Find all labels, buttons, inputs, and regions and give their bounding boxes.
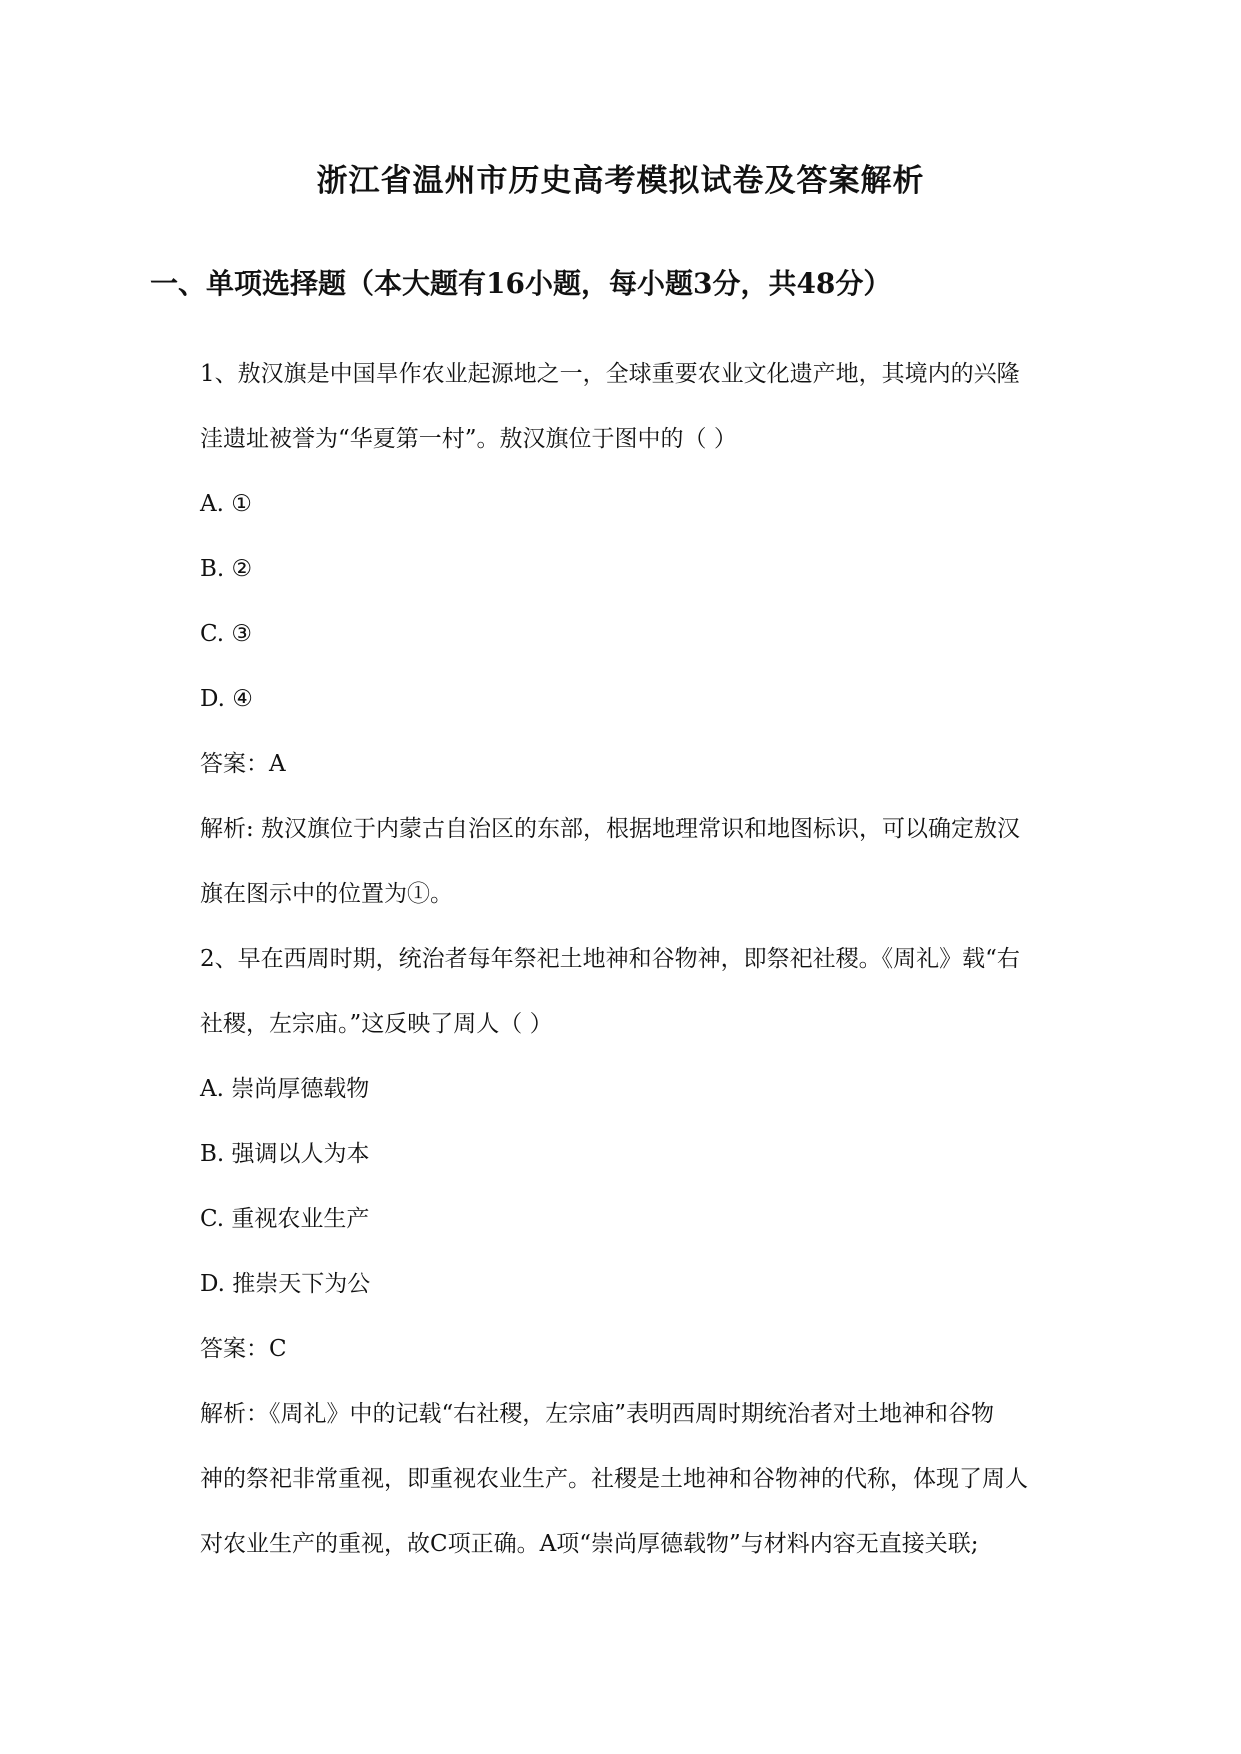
section-heading: 一、单项选择题（本大题有16小题，每小题3分，共48分） xyxy=(150,267,892,300)
analysis-line: 解析：《周礼》中的记载“右社稷，左宗庙”表明西周时期统治者对土地神和谷物 xyxy=(200,1401,995,1427)
question-stem-line: 1、敖汉旗是中国旱作农业起源地之一，全球重要农业文化遗产地，其境内的兴隆 xyxy=(200,361,1020,387)
question-stem-line: 2、早在西周时期，统治者每年祭祀土地神和谷物神，即祭祀社稷。《周礼》载“右 xyxy=(200,946,1020,972)
option-a: A. ① xyxy=(200,491,252,517)
option-b: B. 强调以人为本 xyxy=(200,1141,370,1167)
question-2 xyxy=(200,927,1085,1577)
answer-line: 答案：A xyxy=(200,751,286,777)
option-c: C. 重视农业生产 xyxy=(200,1206,370,1232)
questions-content xyxy=(200,342,1085,1577)
question-1 xyxy=(200,342,1085,927)
option-c: C. ③ xyxy=(200,621,253,647)
option-b: B. ② xyxy=(200,556,253,582)
analysis-line: 旗在图示中的位置为①。 xyxy=(200,881,453,907)
option-d: D. ④ xyxy=(200,686,253,712)
analysis-line: 神的祭祀非常重视，即重视农业生产。社稷是土地神和谷物神的代称，体现了周人 xyxy=(200,1466,1028,1492)
analysis-line: 对农业生产的重视，故C项正确。A项“崇尚厚德载物”与材料内容无直接关联; xyxy=(200,1531,979,1557)
question-stem-line: 洼遗址被誉为“华夏第一村”。敖汉旗位于图中的（ ） xyxy=(200,426,737,452)
option-a: A. 崇尚厚德载物 xyxy=(200,1076,370,1102)
option-d: D. 推崇天下为公 xyxy=(200,1271,371,1297)
answer-line: 答案：C xyxy=(200,1336,287,1362)
document-title: 浙江省温州市历史高考模拟试卷及答案解析 xyxy=(316,163,925,199)
question-stem-line: 社稷，左宗庙。”这反映了周人（ ） xyxy=(200,1011,553,1037)
analysis-line: 解析: 敖汉旗位于内蒙古自治区的东部，根据地理常识和地图标识，可以确定敖汉 xyxy=(200,816,1021,842)
